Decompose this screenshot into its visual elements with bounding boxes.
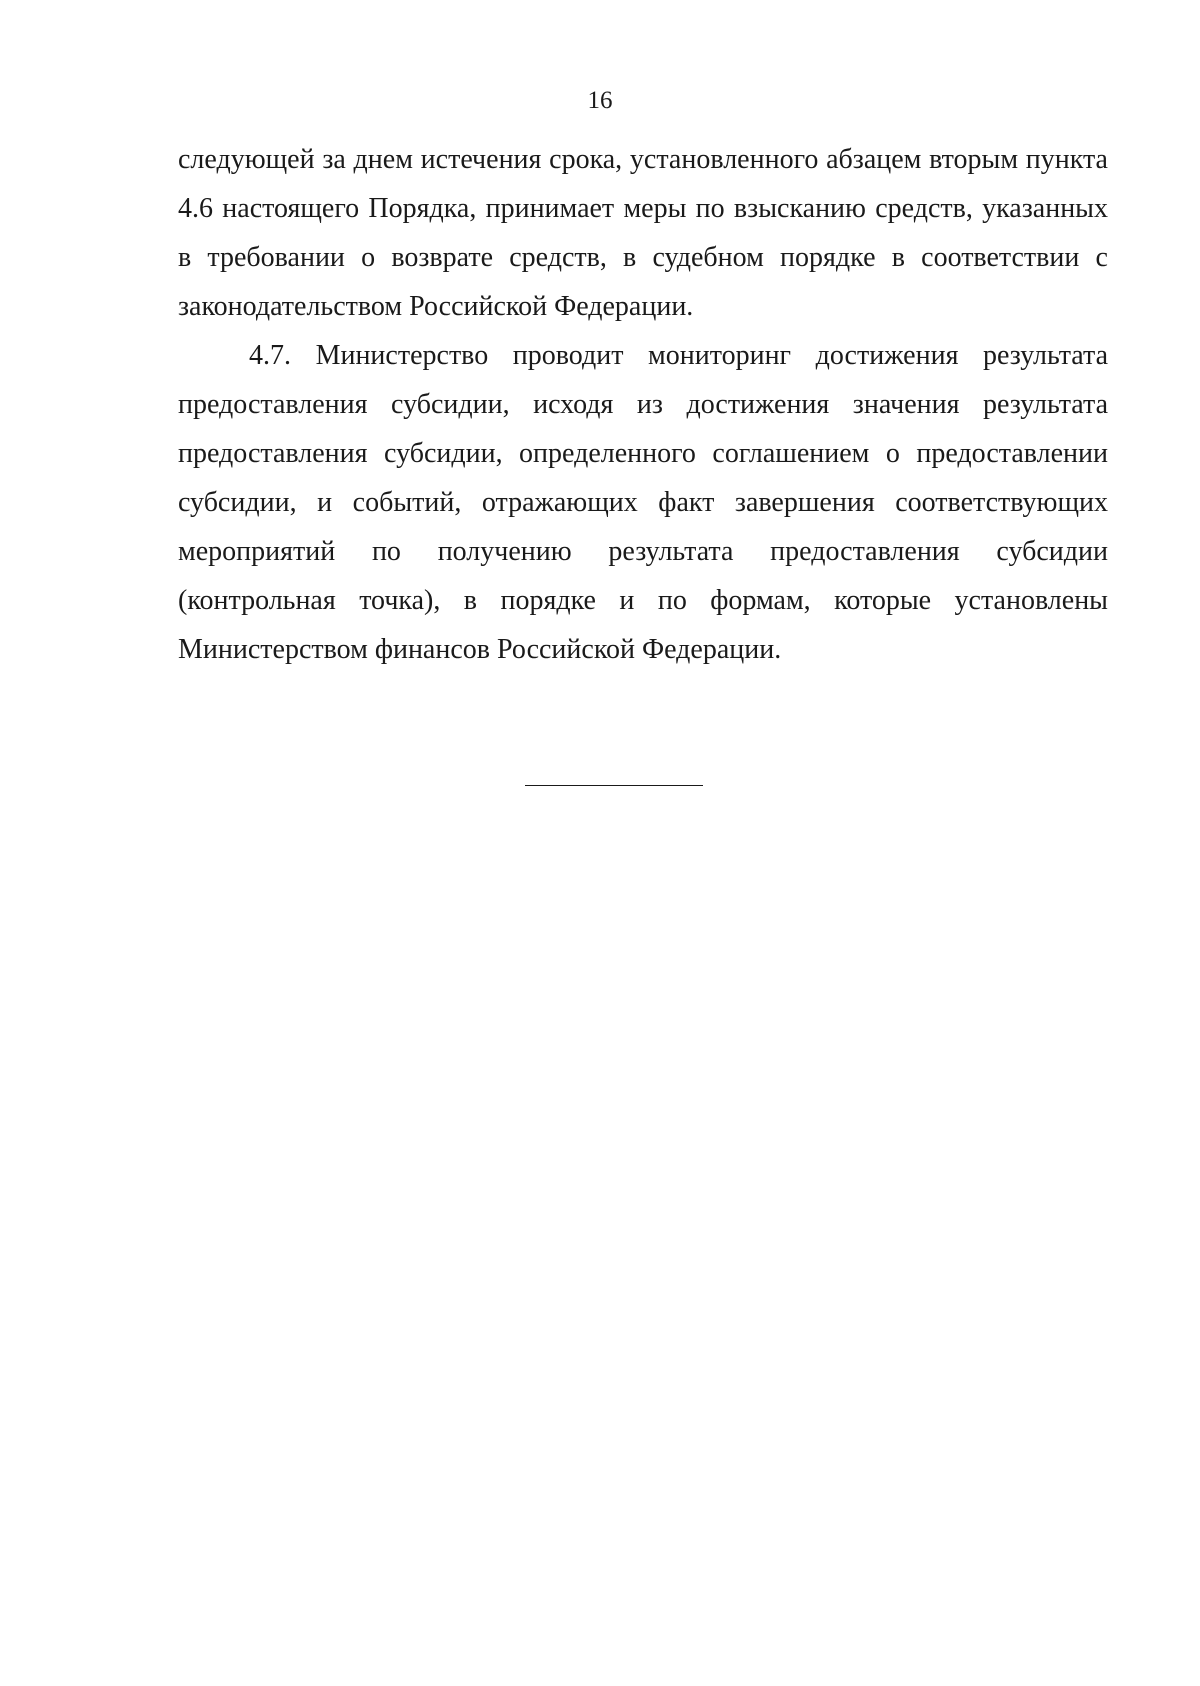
paragraph-section-4-7: 4.7. Министерство проводит мониторинг достижения результата предоставления субсидии, исходя из достижения значения результата предоставления субсидии, определенного соглашением о предоставлении субсидии, и событий, отражающих факт завершения соответствующих мероприятий по получению результата предоставления субсидии (контрольная точка), в порядке и по формам, которые установлены Министерством финансов Российской Федерации. — [178, 340, 1108, 665]
page-number: 16 — [587, 87, 613, 114]
document-body — [178, 135, 1108, 674]
paragraph-continuation: следующей за днем истечения срока, установленного абзацем вторым пункта 4.6 настоящего Порядка, принимает меры по взысканию средств, указанных в требовании о возврате средств, в судебном порядке в соответствии с законодательством Российской Федерации. — [178, 144, 1108, 322]
end-of-document-rule — [525, 785, 703, 786]
